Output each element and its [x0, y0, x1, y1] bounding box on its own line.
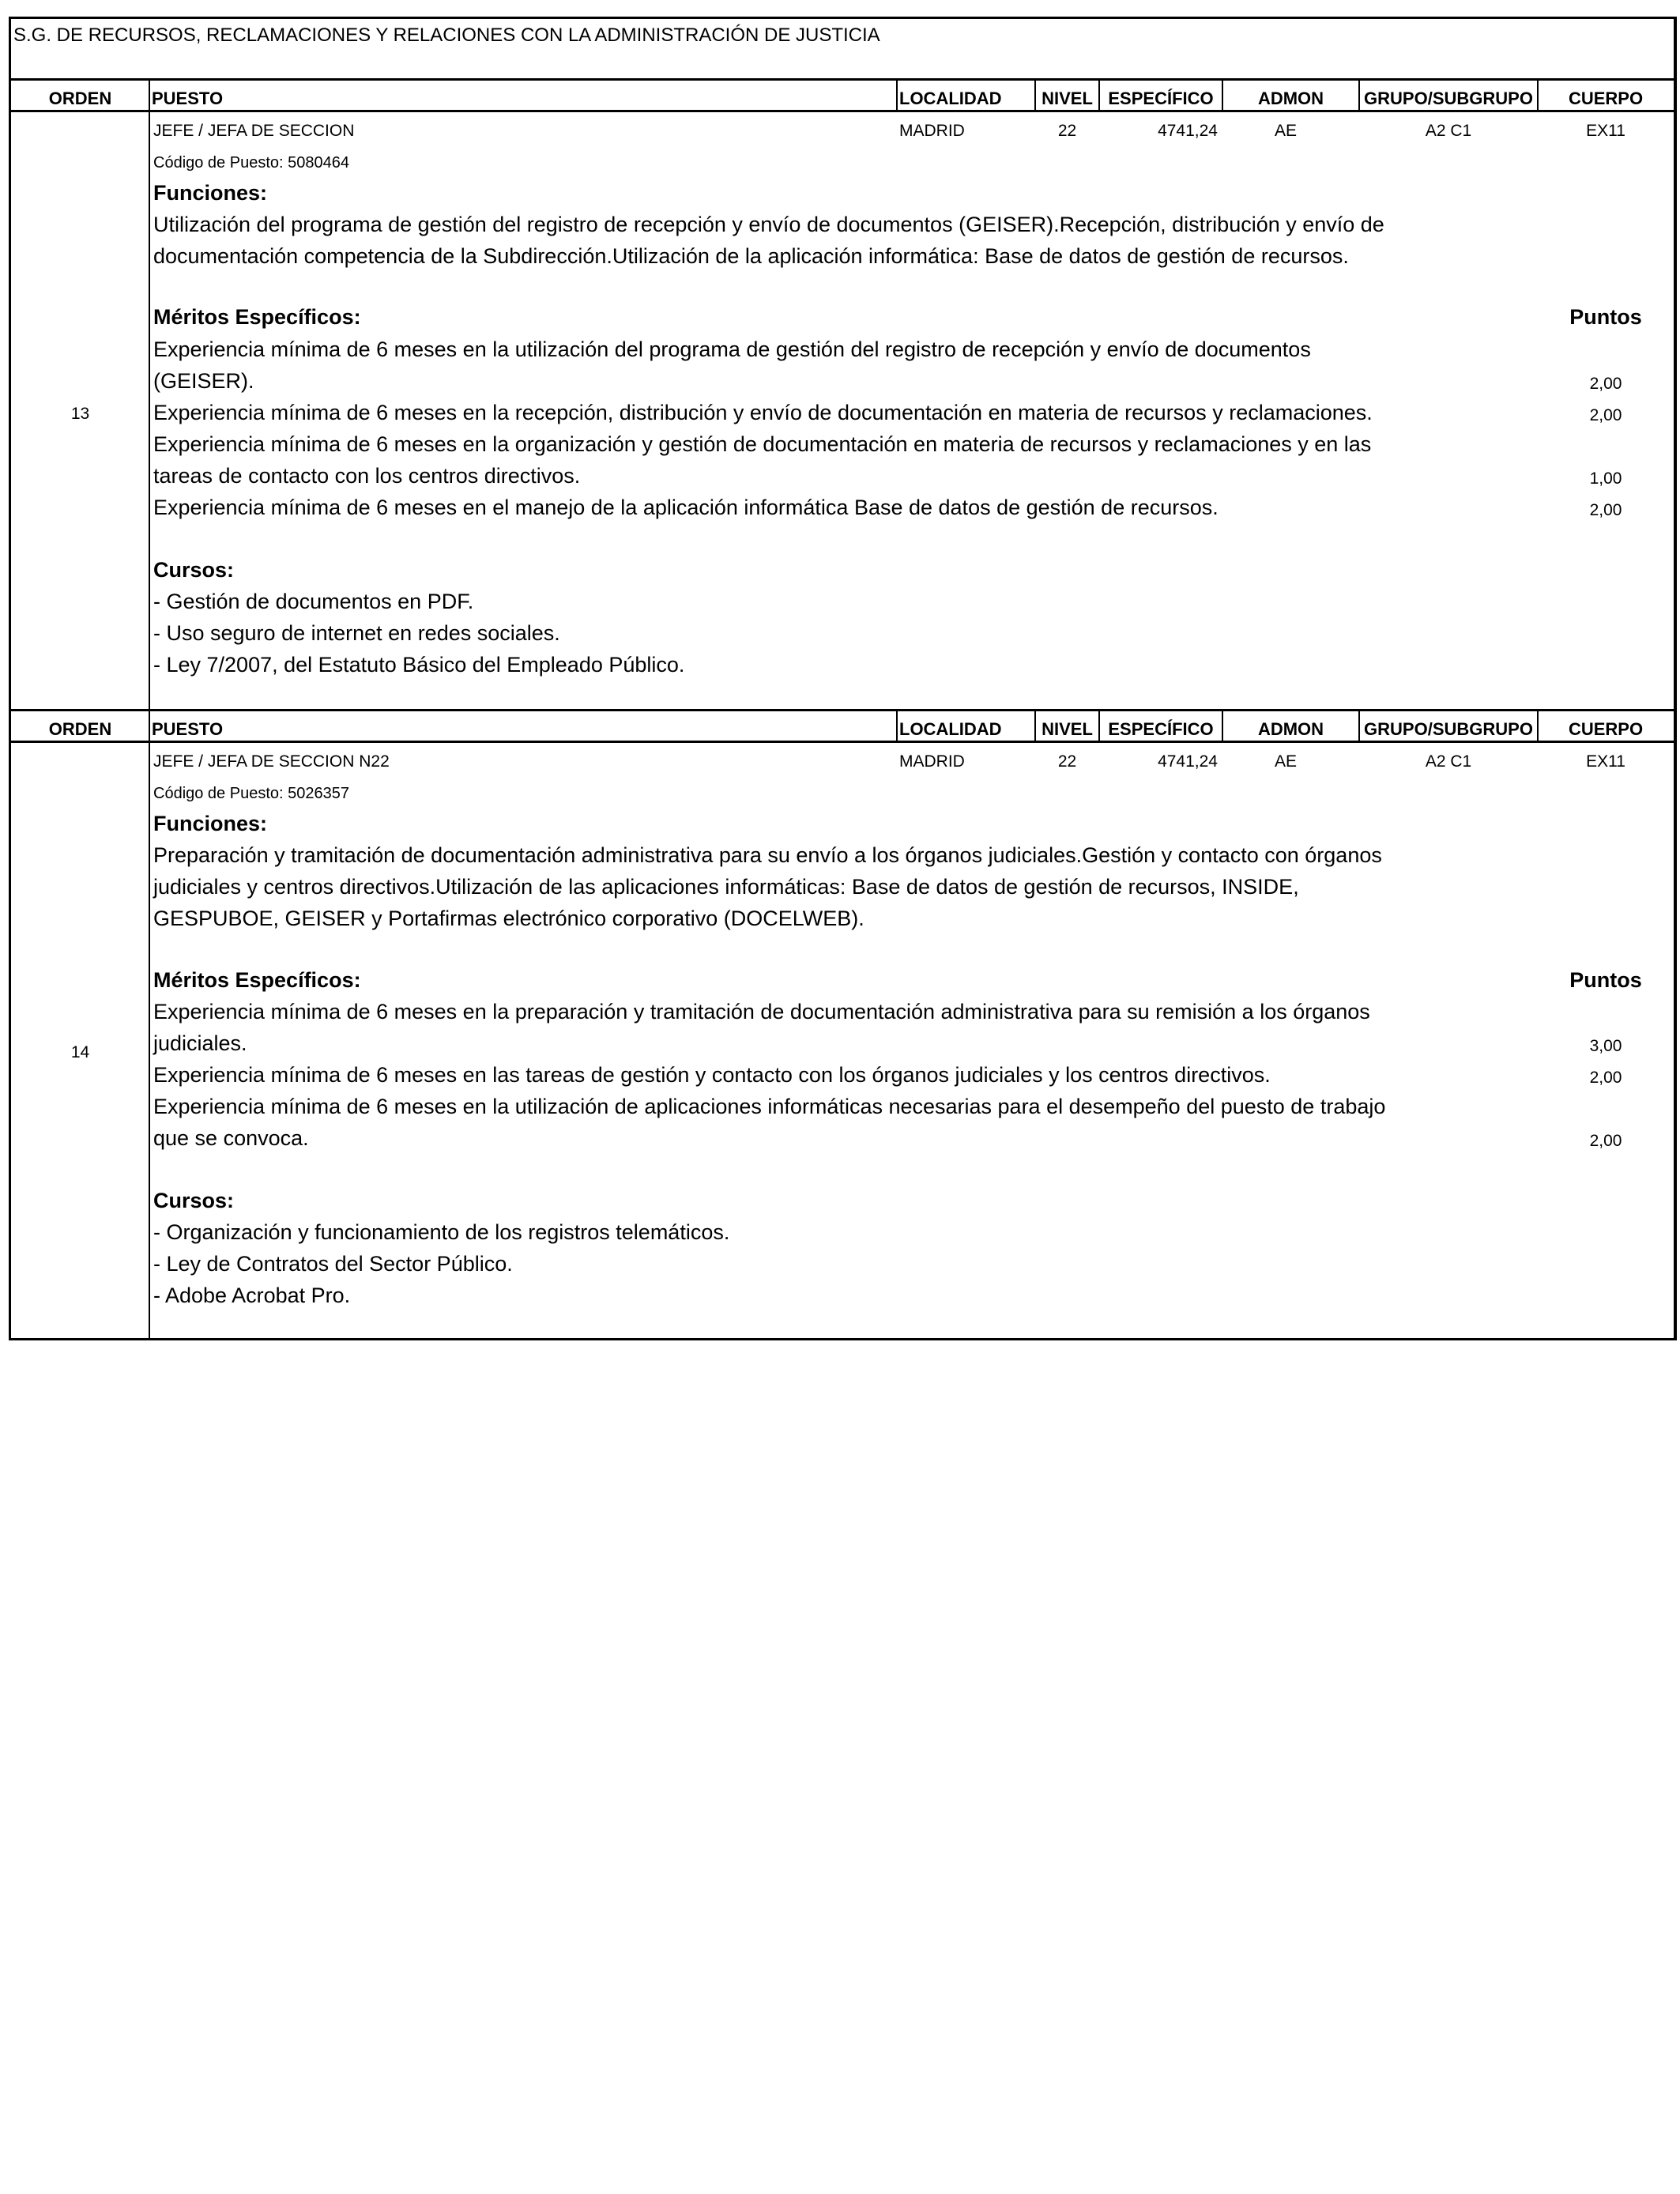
position-block-14 — [11, 711, 1674, 1338]
merito-item — [153, 492, 1433, 523]
funciones-line: GESPUBOE, GEISER y Portafirmas electrónico corporativo (DOCELWEB). — [153, 907, 864, 930]
divider — [1098, 711, 1100, 743]
header-grupo: GRUPO/SUBGRUPO — [1364, 719, 1533, 739]
localidad-value: MADRID — [899, 752, 965, 771]
merito-puntos: 1,00 — [1589, 469, 1622, 488]
column-header-row — [11, 711, 1674, 743]
divider — [1222, 711, 1223, 743]
divider — [1537, 711, 1539, 743]
divider — [896, 81, 898, 112]
divider — [1222, 81, 1223, 112]
divider — [149, 81, 150, 112]
orden-value: 14 — [70, 1043, 90, 1061]
merito-line: Experiencia mínima de 6 meses en el manejo de la aplicación informática Base de datos de gestión de recursos. — [153, 496, 1219, 519]
meritos-title: Méritos Específicos: — [153, 305, 361, 329]
merito-puntos: 2,00 — [1589, 406, 1622, 424]
merito-line: tareas de contacto con los centros directivos. — [153, 464, 581, 488]
funciones-line: Utilización del programa de gestión del registro de recepción y envío de documentos (GEISER).Recepción, distribución y envío de — [153, 213, 1384, 236]
header-puesto: PUESTO — [152, 89, 224, 108]
merito-puntos: 2,00 — [1589, 375, 1622, 393]
codigo-puesto: Código de Puesto: 5026357 — [153, 785, 349, 802]
meritos-title: Méritos Específicos: — [153, 968, 361, 992]
department-title: S.G. DE RECURSOS, RECLAMACIONES Y RELACIONES CON LA ADMINISTRACIÓN DE JUSTICIA — [11, 19, 1677, 81]
funciones-title: Funciones: — [153, 812, 268, 835]
merito-puntos: 3,00 — [1589, 1037, 1622, 1055]
header-admon: ADMON — [1257, 89, 1324, 108]
divider — [896, 711, 898, 743]
divider — [1034, 711, 1036, 743]
funciones-line: documentación competencia de la Subdirección.Utilización de la aplicación informática: Base de datos de gestión de recursos. — [153, 244, 1349, 268]
merito-puntos: 2,00 — [1589, 1069, 1622, 1087]
especifico-value: 4741,24 — [1158, 752, 1218, 771]
cuerpo-value: EX11 — [1586, 122, 1625, 140]
header-especifico: ESPECÍFICO — [1108, 719, 1214, 739]
header-localidad: LOCALIDAD — [899, 719, 1002, 739]
merito-item — [153, 996, 1433, 1059]
merito-line: Experiencia mínima de 6 meses en las tareas de gestión y contacto con los órganos judiciales y los centros directivos. — [153, 1063, 1271, 1087]
curso-item: - Adobe Acrobat Pro. — [153, 1284, 351, 1307]
admon-value: AE — [1274, 122, 1297, 140]
merito-item — [153, 1091, 1433, 1154]
localidad-value: MADRID — [899, 122, 965, 140]
curso-item: - Gestión de documentos en PDF. — [153, 590, 474, 613]
merito-line: que se convoca. — [153, 1126, 309, 1150]
admon-value: AE — [1274, 752, 1297, 771]
header-cuerpo: CUERPO — [1568, 89, 1644, 108]
funciones-title: Funciones: — [153, 181, 268, 205]
codigo-puesto: Código de Puesto: 5080464 — [153, 154, 349, 172]
cursos-title: Cursos: — [153, 1189, 235, 1212]
nivel-value: 22 — [1057, 122, 1077, 140]
header-cuerpo: CUERPO — [1568, 719, 1644, 739]
curso-item: - Ley de Contratos del Sector Público. — [153, 1252, 513, 1276]
nivel-value: 22 — [1057, 752, 1077, 771]
funciones-text — [153, 839, 1433, 934]
divider — [1098, 81, 1100, 112]
grupo-value: A2 C1 — [1425, 752, 1472, 771]
header-orden: ORDEN — [48, 89, 112, 108]
grupo-value: A2 C1 — [1425, 122, 1472, 140]
curso-item: - Uso seguro de internet en redes sociales. — [153, 621, 560, 645]
puntos-header: Puntos — [1569, 968, 1642, 992]
position-block-13 — [11, 81, 1674, 711]
funciones-line: Preparación y tramitación de documentación administrativa para su envío a los órganos judiciales.Gestión y contacto con órganos — [153, 843, 1382, 867]
column-header-row — [11, 81, 1674, 112]
merito-item — [153, 397, 1433, 428]
merito-line: Experiencia mínima de 6 meses en la recepción, distribución y envío de documentación en materia de recursos y reclamaciones. — [153, 401, 1373, 424]
orden-value: 13 — [70, 405, 90, 423]
divider — [1358, 711, 1360, 743]
merito-line: Experiencia mínima de 6 meses en la organización y gestión de documentación en materia de recursos y reclamaciones y en las — [153, 432, 1372, 456]
header-localidad: LOCALIDAD — [899, 89, 1002, 108]
merito-line: judiciales. — [153, 1031, 247, 1055]
header-especifico: ESPECÍFICO — [1108, 89, 1214, 108]
merito-puntos: 2,00 — [1589, 1132, 1622, 1150]
curso-item: - Organización y funcionamiento de los registros telemáticos. — [153, 1220, 730, 1244]
puesto-value: JEFE / JEFA DE SECCION N22 — [153, 752, 390, 771]
especifico-value: 4741,24 — [1158, 122, 1218, 140]
orden-column-divider — [149, 743, 150, 1338]
header-nivel: NIVEL — [1042, 89, 1093, 108]
merito-puntos: 2,00 — [1589, 501, 1622, 519]
merito-line: Experiencia mínima de 6 meses en la utilización del programa de gestión del registro de recepción y envío de documentos — [153, 337, 1311, 361]
merito-line: (GEISER). — [153, 369, 254, 393]
merito-line: Experiencia mínima de 6 meses en la preparación y tramitación de documentación administrativa para su remisión a los órganos — [153, 1000, 1370, 1023]
merito-line: Experiencia mínima de 6 meses en la utilización de aplicaciones informáticas necesarias para el desempeño del puesto de trabajo — [153, 1095, 1386, 1118]
header-grupo: GRUPO/SUBGRUPO — [1364, 89, 1533, 108]
merito-item — [153, 1059, 1433, 1091]
cursos-title: Cursos: — [153, 558, 235, 582]
puesto-value: JEFE / JEFA DE SECCION — [153, 122, 355, 140]
divider — [1358, 81, 1360, 112]
merito-item — [153, 334, 1433, 397]
divider — [1034, 81, 1036, 112]
header-admon: ADMON — [1257, 719, 1324, 739]
curso-item: - Ley 7/2007, del Estatuto Básico del Empleado Público. — [153, 653, 685, 677]
header-puesto: PUESTO — [152, 719, 224, 739]
header-nivel: NIVEL — [1042, 719, 1093, 739]
divider — [1537, 81, 1539, 112]
puntos-header: Puntos — [1569, 305, 1642, 329]
position-listing-sheet — [9, 17, 1677, 1340]
funciones-line: judiciales y centros directivos.Utilización de las aplicaciones informáticas: Base de datos de gestión de recursos, INSIDE, — [153, 875, 1299, 899]
divider — [149, 711, 150, 743]
header-orden: ORDEN — [48, 719, 112, 739]
funciones-text — [153, 209, 1433, 272]
merito-item — [153, 428, 1433, 492]
cuerpo-value: EX11 — [1586, 752, 1625, 771]
